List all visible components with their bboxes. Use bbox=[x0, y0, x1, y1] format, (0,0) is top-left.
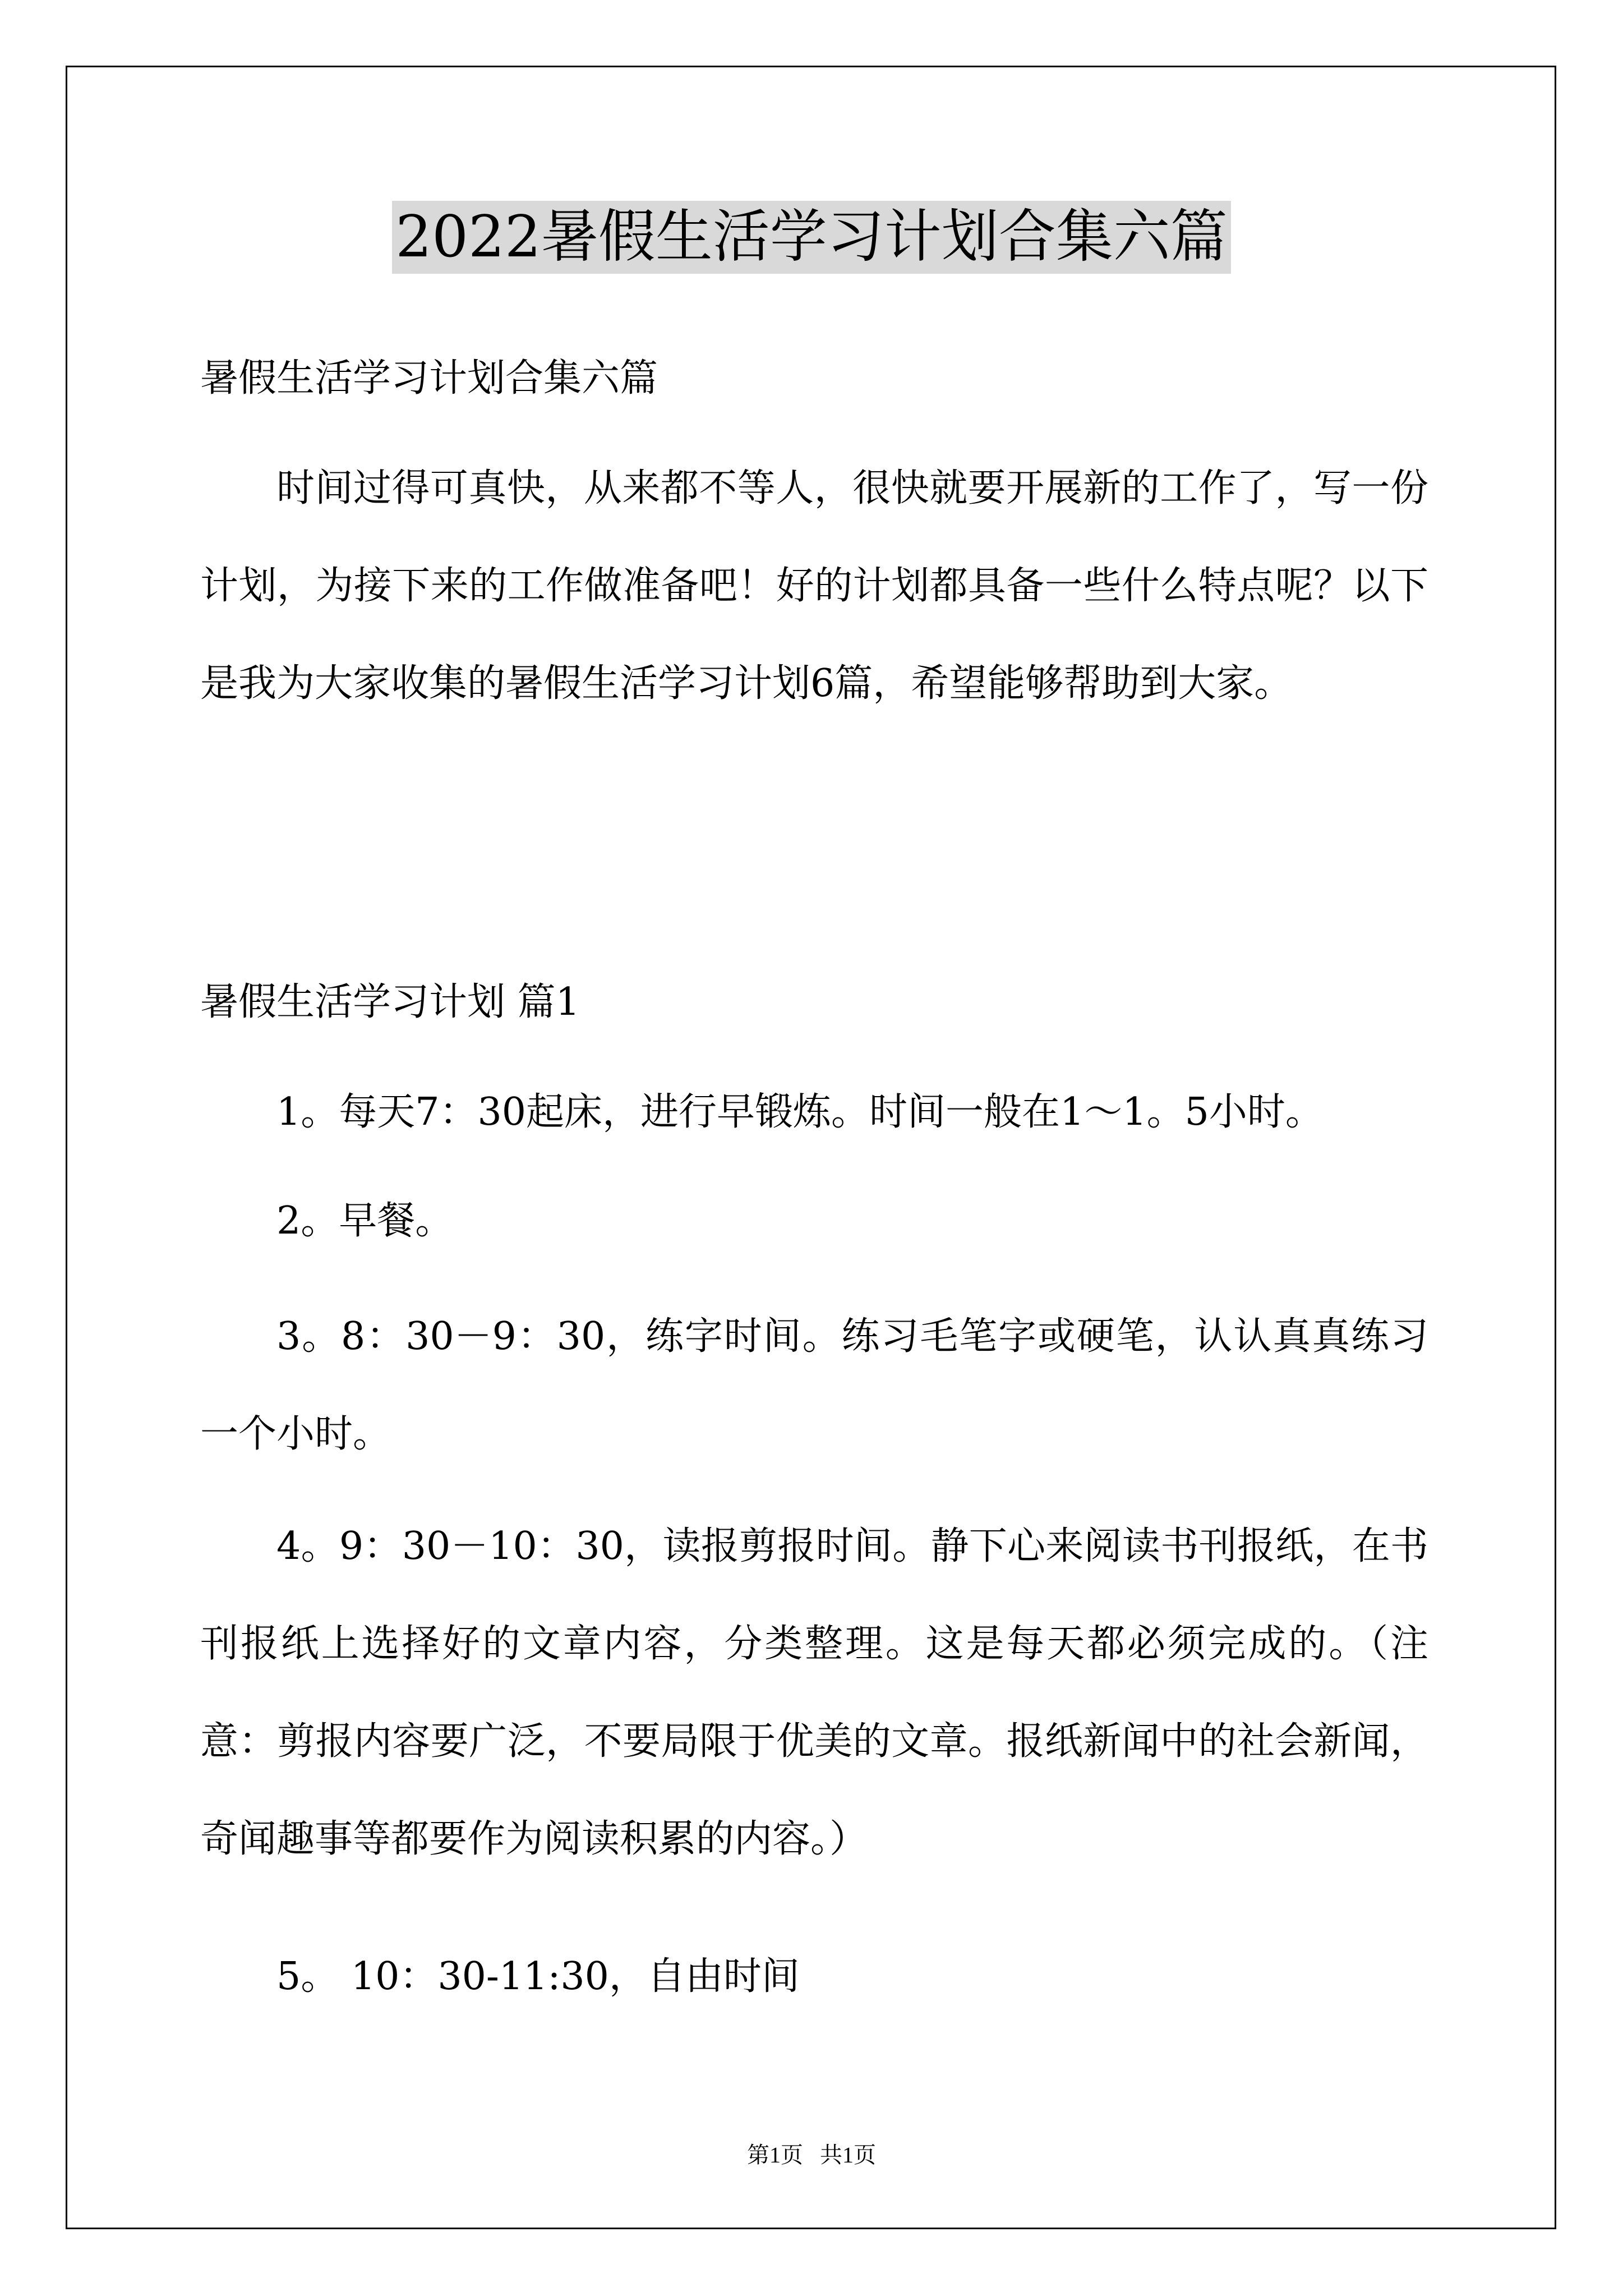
document-title: 2022暑假生活学习计划合集六篇 bbox=[392, 201, 1231, 274]
intro-paragraph: 时间过得可真快，从来都不等人，很快就要开展新的工作了，写一份计划，为接下来的工作做准备吧！好的计划都具备一些什么特点呢？以下是我为大家收集的暑假生活学习计划6篇，希望能够帮助到大家。 bbox=[200, 466, 1428, 706]
title-container bbox=[0, 201, 1623, 274]
page-footer: 第1页 共1页 bbox=[747, 2142, 876, 2168]
plan-item-5: 5。 10：30-11:30，自由时间 bbox=[276, 1954, 800, 1999]
subtitle-paragraph: 暑假生活学习计划合集六篇 bbox=[200, 356, 658, 401]
plan-item-4: 4。9：30－10：30，读报剪报时间。静下心来阅读书刊报纸，在书刊报纸上选择好的文章内容，分类整理。这是每天都必须完成的。（注意：剪报内容要广泛，不要局限于优美的文章。报纸新闻中的社会新闻，奇闻趣事等都要作为阅读积累的内容。） bbox=[200, 1524, 1428, 1861]
plan-item-3: 3。8：30－9：30，练字时间。练习毛笔字或硬笔，认认真真练习一个小时。 bbox=[200, 1314, 1428, 1456]
plan-item-1: 1。每天7：30起床，进行早锻炼。时间一般在1～1。5小时。 bbox=[276, 1090, 1324, 1134]
section-heading: 暑假生活学习计划 篇1 bbox=[200, 980, 580, 1024]
plan-item-2: 2。早餐。 bbox=[276, 1199, 454, 1243]
